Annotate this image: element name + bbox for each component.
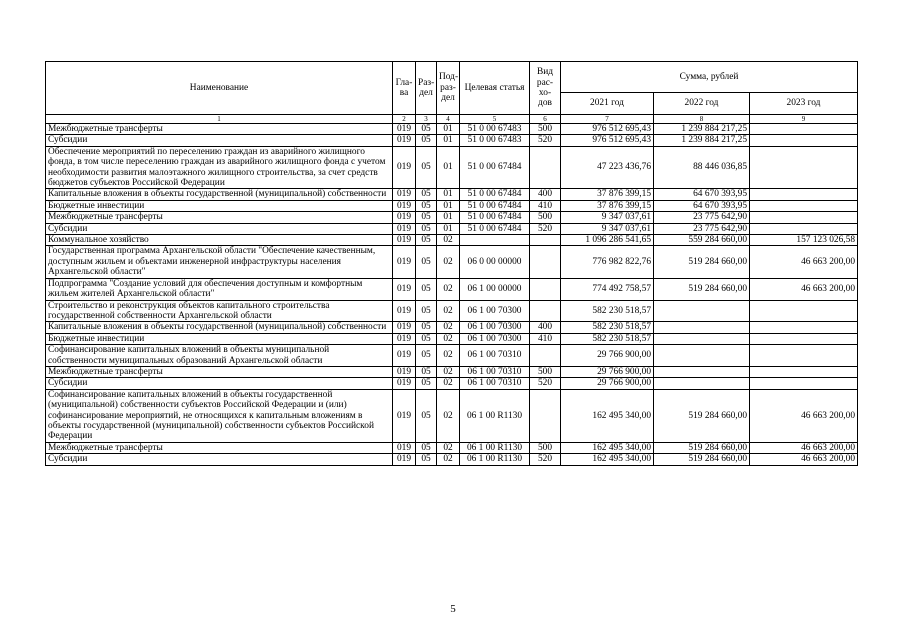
row-2022: 1 239 884 217,25 [654, 135, 750, 146]
table-row [46, 378, 858, 389]
row-vid: 410 [530, 333, 561, 344]
table-row [46, 454, 858, 465]
row-name: Подпрограмма "Создание условий для обеспечения доступным и комфортным жильем жителей Архангельской области" [46, 278, 393, 300]
row-name: Субсидии [46, 135, 393, 146]
header-summa: Сумма, рублей [561, 62, 858, 93]
budget-table [45, 61, 858, 466]
row-name: Межбюджетные трансферты [46, 366, 393, 377]
row-statya [460, 235, 530, 246]
row-2022: 23 775 642,90 [654, 212, 750, 223]
header-razdel: Раз-дел [416, 62, 437, 115]
header-2022: 2022 год [654, 93, 750, 115]
row-razdel: 05 [416, 246, 437, 278]
row-vid: 400 [530, 189, 561, 200]
row-podrazdel: 02 [437, 389, 460, 442]
table-row [46, 389, 858, 442]
row-2023: 46 663 200,00 [750, 278, 858, 300]
row-razdel: 05 [416, 389, 437, 442]
row-2022 [654, 333, 750, 344]
row-2023: 46 663 200,00 [750, 389, 858, 442]
row-2021: 37 876 399,15 [561, 200, 654, 211]
row-2022: 519 284 660,00 [654, 278, 750, 300]
row-podrazdel: 02 [437, 366, 460, 377]
row-statya: 51 0 00 67484 [460, 189, 530, 200]
header-statya: Целевая статья [460, 62, 530, 115]
row-razdel: 05 [416, 278, 437, 300]
row-2021: 976 512 695,43 [561, 135, 654, 146]
row-name: Межбюджетные трансферты [46, 124, 393, 135]
row-statya: 51 0 00 67484 [460, 200, 530, 211]
row-glava: 019 [393, 454, 416, 465]
row-statya: 06 1 00 70300 [460, 333, 530, 344]
row-2022 [654, 366, 750, 377]
table-row [46, 322, 858, 333]
page-number: 5 [450, 603, 456, 615]
row-glava: 019 [393, 200, 416, 211]
row-vid: 500 [530, 442, 561, 453]
row-vid: 400 [530, 322, 561, 333]
row-glava: 019 [393, 246, 416, 278]
col-number: 9 [750, 115, 858, 124]
row-vid: 520 [530, 378, 561, 389]
row-vid: 520 [530, 223, 561, 234]
row-razdel: 05 [416, 124, 437, 135]
row-vid [530, 389, 561, 442]
row-name: Обеспечение мероприятий по переселению граждан из аварийного жилищного фонда, в том числе переселению граждан из аварийного жилищного фонда с учетом необходимости развития малоэтажного жилищного строительства, за счет средств бюджетов субъектов Российской Федерации [46, 146, 393, 189]
row-2021: 162 495 340,00 [561, 454, 654, 465]
row-statya: 06 1 00 R1130 [460, 454, 530, 465]
row-glava: 019 [393, 389, 416, 442]
col-number: 7 [561, 115, 654, 124]
row-podrazdel: 02 [437, 278, 460, 300]
row-statya: 06 1 00 70310 [460, 378, 530, 389]
row-glava: 019 [393, 300, 416, 322]
row-podrazdel: 01 [437, 124, 460, 135]
row-razdel: 05 [416, 223, 437, 234]
row-2021: 29 766 900,00 [561, 378, 654, 389]
row-2023 [750, 124, 858, 135]
table-row [46, 333, 858, 344]
col-number: 6 [530, 115, 561, 124]
row-2021: 162 495 340,00 [561, 389, 654, 442]
header-glava: Гла-ва [393, 62, 416, 115]
row-statya: 51 0 00 67484 [460, 223, 530, 234]
row-statya: 06 1 00 70310 [460, 345, 530, 367]
row-podrazdel: 02 [437, 235, 460, 246]
row-2021: 776 982 822,76 [561, 246, 654, 278]
row-2022 [654, 300, 750, 322]
table-row [46, 278, 858, 300]
row-glava: 019 [393, 366, 416, 377]
row-podrazdel: 01 [437, 223, 460, 234]
row-2021: 582 230 518,57 [561, 322, 654, 333]
row-name: Строительство и реконструкция объектов капитального строительства государственной собственности Архангельской области [46, 300, 393, 322]
row-2023 [750, 378, 858, 389]
table-row [46, 366, 858, 377]
row-razdel: 05 [416, 454, 437, 465]
row-vid [530, 278, 561, 300]
row-2022: 1 239 884 217,25 [654, 124, 750, 135]
row-2022: 23 775 642,90 [654, 223, 750, 234]
row-2021: 29 766 900,00 [561, 345, 654, 367]
row-2021: 582 230 518,57 [561, 333, 654, 344]
row-2023 [750, 345, 858, 367]
row-podrazdel: 01 [437, 212, 460, 223]
row-razdel: 05 [416, 135, 437, 146]
header-vid: Вид рас-хо-дов [530, 62, 561, 115]
row-podrazdel: 02 [437, 333, 460, 344]
row-name: Капитальные вложения в объекты государственной (муниципальной) собственности [46, 189, 393, 200]
row-2022: 64 670 393,95 [654, 189, 750, 200]
row-vid: 500 [530, 366, 561, 377]
row-2023 [750, 135, 858, 146]
row-2021: 37 876 399,15 [561, 189, 654, 200]
row-glava: 019 [393, 146, 416, 189]
row-2022 [654, 345, 750, 367]
row-razdel: 05 [416, 189, 437, 200]
row-2023 [750, 300, 858, 322]
row-glava: 019 [393, 345, 416, 367]
row-2023: 46 663 200,00 [750, 454, 858, 465]
row-name: Бюджетные инвестиции [46, 333, 393, 344]
table-row [46, 146, 858, 189]
row-statya: 51 0 00 67483 [460, 135, 530, 146]
col-number: 5 [460, 115, 530, 124]
header-name: Наименование [46, 62, 393, 115]
row-razdel: 05 [416, 212, 437, 223]
col-number: 2 [393, 115, 416, 124]
row-statya: 06 0 00 00000 [460, 246, 530, 278]
row-glava: 019 [393, 124, 416, 135]
row-podrazdel: 01 [437, 146, 460, 189]
row-podrazdel: 02 [437, 322, 460, 333]
row-glava: 019 [393, 189, 416, 200]
row-2023 [750, 146, 858, 189]
row-vid [530, 300, 561, 322]
row-razdel: 05 [416, 378, 437, 389]
row-name: Софинансирование капитальных вложений в объекты государственной (муниципальной) собственности субъектов Российской Федерации и (или) софинансирование мероприятий, не относящихся к капитальным вложениям в объекты государственной (муниципальной) собственности субъектов Российской Федерации [46, 389, 393, 442]
row-podrazdel: 02 [437, 378, 460, 389]
row-glava: 019 [393, 212, 416, 223]
row-2021: 162 495 340,00 [561, 442, 654, 453]
row-2021: 29 766 900,00 [561, 366, 654, 377]
table-row [46, 235, 858, 246]
row-2023 [750, 333, 858, 344]
row-2023: 46 663 200,00 [750, 442, 858, 453]
header-2021: 2021 год [561, 93, 654, 115]
row-podrazdel: 01 [437, 135, 460, 146]
row-2023 [750, 200, 858, 211]
row-razdel: 05 [416, 300, 437, 322]
table-row [46, 223, 858, 234]
row-podrazdel: 02 [437, 300, 460, 322]
table-row [46, 345, 858, 367]
row-2021: 774 492 758,57 [561, 278, 654, 300]
row-razdel: 05 [416, 442, 437, 453]
row-2022: 519 284 660,00 [654, 246, 750, 278]
row-2023 [750, 366, 858, 377]
row-name: Государственная программа Архангельской области "Обеспечение качественным, доступным жильем и объектами инженерной инфраструктуры населения Архангельской области" [46, 246, 393, 278]
row-2022 [654, 378, 750, 389]
row-vid: 410 [530, 200, 561, 211]
row-2023: 46 663 200,00 [750, 246, 858, 278]
row-glava: 019 [393, 322, 416, 333]
row-razdel: 05 [416, 200, 437, 211]
row-statya: 06 1 00 70310 [460, 366, 530, 377]
row-2022: 559 284 660,00 [654, 235, 750, 246]
row-2021: 9 347 037,61 [561, 223, 654, 234]
row-statya: 06 1 00 70300 [460, 300, 530, 322]
row-2022: 64 670 393,95 [654, 200, 750, 211]
row-name: Субсидии [46, 223, 393, 234]
row-vid: 520 [530, 454, 561, 465]
row-statya: 51 0 00 67484 [460, 146, 530, 189]
row-podrazdel: 02 [437, 345, 460, 367]
row-podrazdel: 01 [437, 200, 460, 211]
row-statya: 51 0 00 67483 [460, 124, 530, 135]
row-razdel: 05 [416, 235, 437, 246]
table-row [46, 124, 858, 135]
row-statya: 06 1 00 70300 [460, 322, 530, 333]
row-vid: 520 [530, 135, 561, 146]
table-row [46, 189, 858, 200]
row-podrazdel: 02 [437, 246, 460, 278]
row-name: Бюджетные инвестиции [46, 200, 393, 211]
row-2023: 157 123 026,58 [750, 235, 858, 246]
row-2023 [750, 189, 858, 200]
row-glava: 019 [393, 378, 416, 389]
col-number: 4 [437, 115, 460, 124]
row-razdel: 05 [416, 322, 437, 333]
row-2023 [750, 322, 858, 333]
row-statya: 06 1 00 00000 [460, 278, 530, 300]
table-row [46, 300, 858, 322]
row-name: Субсидии [46, 378, 393, 389]
table-row [46, 442, 858, 453]
row-razdel: 05 [416, 366, 437, 377]
table-row [46, 246, 858, 278]
row-2023 [750, 212, 858, 223]
row-vid [530, 146, 561, 189]
row-statya: 06 1 00 R1130 [460, 389, 530, 442]
row-glava: 019 [393, 223, 416, 234]
row-2022: 519 284 660,00 [654, 389, 750, 442]
row-name: Субсидии [46, 454, 393, 465]
row-podrazdel: 01 [437, 189, 460, 200]
table-row [46, 212, 858, 223]
row-vid [530, 246, 561, 278]
row-name: Межбюджетные трансферты [46, 442, 393, 453]
row-2022: 519 284 660,00 [654, 442, 750, 453]
row-glava: 019 [393, 333, 416, 344]
row-razdel: 05 [416, 333, 437, 344]
row-2021: 47 223 436,76 [561, 146, 654, 189]
row-vid: 500 [530, 212, 561, 223]
row-podrazdel: 02 [437, 454, 460, 465]
row-name: Коммунальное хозяйство [46, 235, 393, 246]
row-razdel: 05 [416, 345, 437, 367]
table-row [46, 200, 858, 211]
row-2022: 519 284 660,00 [654, 454, 750, 465]
col-number: 1 [46, 115, 393, 124]
row-2022: 88 446 036,85 [654, 146, 750, 189]
row-vid [530, 235, 561, 246]
row-vid: 500 [530, 124, 561, 135]
row-glava: 019 [393, 278, 416, 300]
col-number: 3 [416, 115, 437, 124]
row-2021: 9 347 037,61 [561, 212, 654, 223]
col-number: 8 [654, 115, 750, 124]
row-name: Капитальные вложения в объекты государственной (муниципальной) собственности [46, 322, 393, 333]
row-2021: 582 230 518,57 [561, 300, 654, 322]
row-2023 [750, 223, 858, 234]
table-row [46, 135, 858, 146]
row-podrazdel: 02 [437, 442, 460, 453]
row-vid [530, 345, 561, 367]
row-name: Софинансирование капитальных вложений в объекты муниципальной собственности муниципальных образований Архангельской области [46, 345, 393, 367]
row-glava: 019 [393, 135, 416, 146]
row-razdel: 05 [416, 146, 437, 189]
row-2022 [654, 322, 750, 333]
row-glava: 019 [393, 442, 416, 453]
row-statya: 51 0 00 67484 [460, 212, 530, 223]
column-number-row [46, 115, 858, 124]
header-2023: 2023 год [750, 93, 858, 115]
row-glava: 019 [393, 235, 416, 246]
row-name: Межбюджетные трансферты [46, 212, 393, 223]
header-podrazdel: Под-раз-дел [437, 62, 460, 115]
row-2021: 976 512 695,43 [561, 124, 654, 135]
row-statya: 06 1 00 R1130 [460, 442, 530, 453]
row-2021: 1 096 286 541,65 [561, 235, 654, 246]
